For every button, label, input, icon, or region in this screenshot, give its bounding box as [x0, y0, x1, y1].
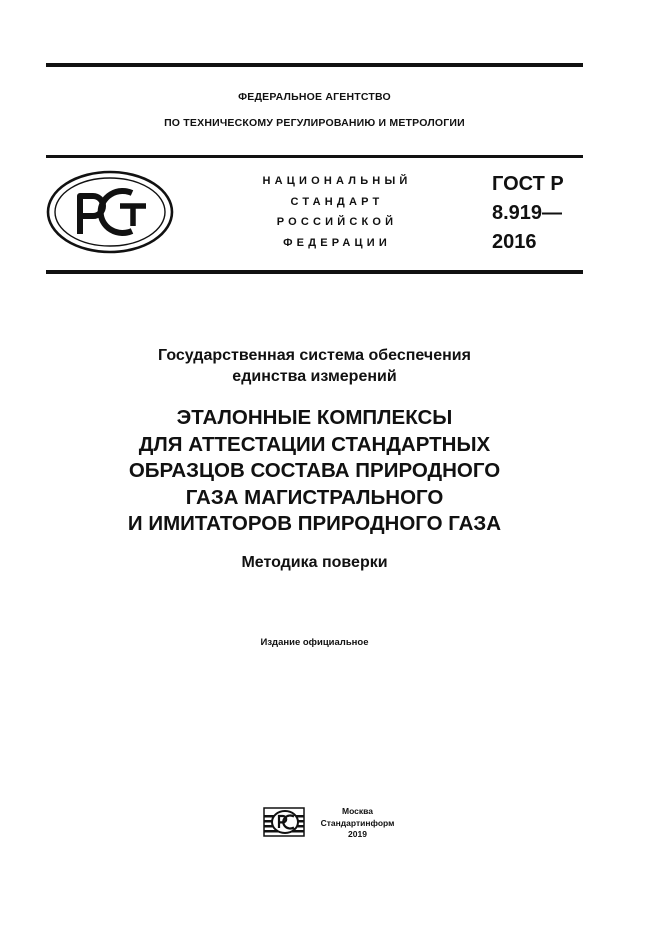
rst-certification-mark-icon	[46, 170, 174, 254]
imprint-city: Москва	[342, 806, 373, 816]
edition-label: Издание официальное	[260, 637, 369, 648]
title-line: ОБРАЗЦОВ СОСТАВА ПРИРОДНОГО	[128, 459, 501, 482]
designation-line: ГОСТ Р	[492, 173, 564, 195]
designation-line: 8.919—	[492, 202, 563, 224]
series-line: единства измерений	[232, 368, 397, 385]
standard-type-line: РОССИЙСКОЙ	[276, 216, 398, 228]
standard-type	[222, 171, 452, 253]
series-line: Государственная система обеспечения	[158, 347, 471, 364]
bottom-rule	[46, 270, 583, 274]
title-line: ГАЗА МАГИСТРАЛЬНОГО	[185, 485, 444, 509]
document-subtitle: Методика поверки	[241, 554, 388, 571]
imprint-publisher: Стандартинформ	[320, 817, 395, 828]
middle-rule	[46, 155, 583, 158]
agency-name-line-1: ФЕДЕРАЛЬНОЕ АГЕНТСТВО	[238, 91, 391, 103]
series-title	[46, 345, 583, 387]
designation-line: 2016	[492, 231, 537, 253]
publisher-imprint	[310, 806, 405, 841]
title-line: ДЛЯ АТТЕСТАЦИИ СТАНДАРТНЫХ	[138, 432, 491, 456]
title-line: ЭТАЛОННЫЕ КОМПЛЕКСЫ	[176, 406, 453, 429]
standard-type-line: СТАНДАРТ	[290, 195, 384, 208]
agency-name-line-2: ПО ТЕХНИЧЕСКОМУ РЕГУЛИРОВАНИЮ И МЕТРОЛОГИИ	[164, 117, 465, 129]
title-line: И ИМИТАТОРОВ ПРИРОДНОГО ГАЗА	[127, 512, 502, 535]
imprint-year: 2019	[348, 829, 367, 839]
standard-type-line: НАЦИОНАЛЬНЫЙ	[262, 175, 412, 187]
standard-designation	[492, 170, 564, 257]
top-rule	[46, 63, 583, 67]
standartinform-logo-icon	[263, 807, 305, 837]
standard-type-line: ФЕДЕРАЦИИ	[283, 236, 391, 249]
document-title	[46, 405, 583, 538]
